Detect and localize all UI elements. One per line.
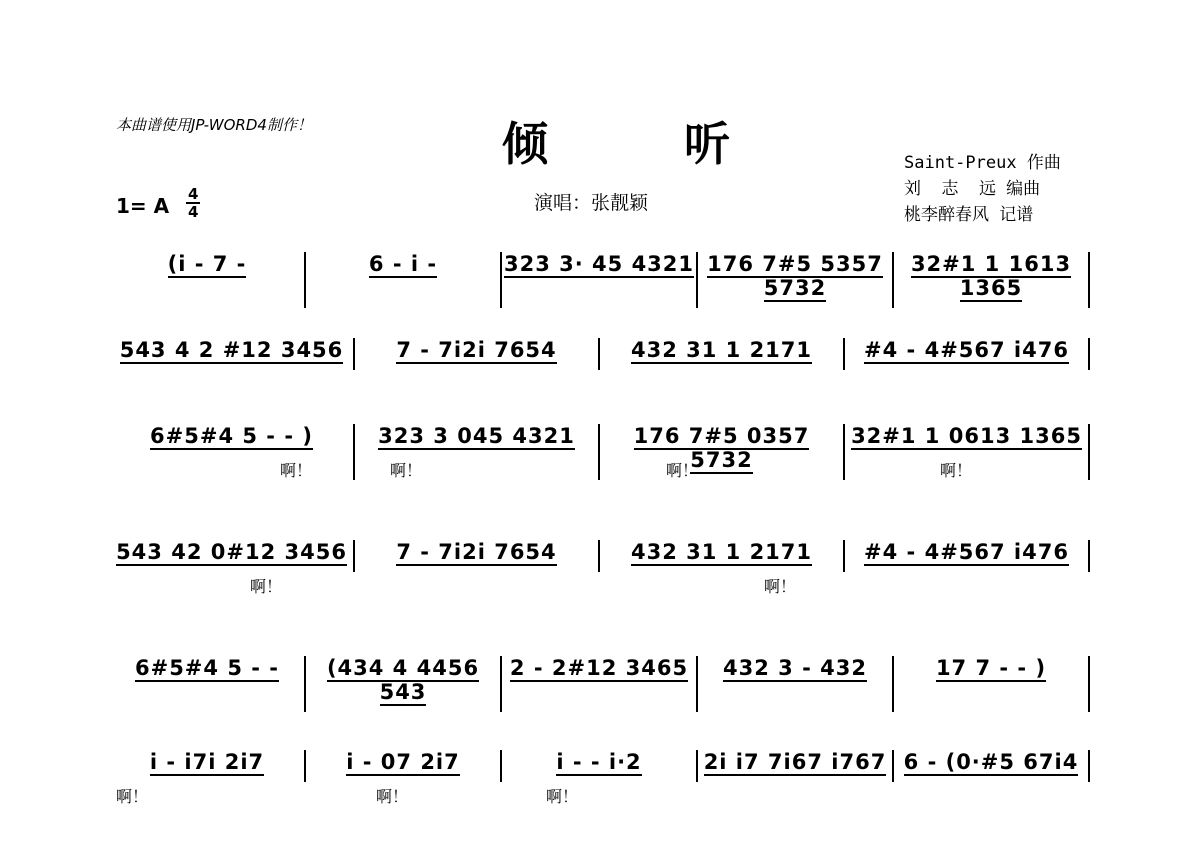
score-row (110, 252, 1090, 332)
lyrics-line (110, 286, 1090, 310)
lyric: 啊！ (390, 461, 423, 480)
lyric: 啊！ (546, 787, 579, 806)
measure-notes: 543 42 0#12 3456 (116, 540, 347, 564)
score-row (110, 540, 1090, 620)
lyric: 啊！ (116, 787, 149, 806)
measure-notes: 543 4 2 #12 3456 (119, 338, 344, 362)
lyric: 啊！ (376, 787, 409, 806)
measure (502, 750, 698, 782)
song-title: 倾 听 (502, 117, 791, 171)
time-signature (186, 186, 200, 220)
measure-notes: 323 3 045 4321 (378, 424, 575, 448)
lyrics-line (110, 574, 1090, 598)
lyric: 啊！ (280, 461, 313, 480)
lyric: 啊！ (250, 577, 283, 596)
transcriber-credit: 桃李醉春风 记谱 (904, 205, 1034, 225)
score-row (110, 750, 1090, 830)
measure-group (110, 750, 1090, 782)
arranger-credit: 刘 志 远 编曲 (904, 179, 1041, 199)
measure-notes: 2i i7 7i67 i767 (703, 750, 887, 774)
measure-group (110, 540, 1090, 572)
key-signature: 1= A (116, 194, 170, 218)
singer-credit: 演唱：张靓颖 (534, 192, 649, 214)
time-denominator: 4 (188, 203, 199, 221)
lyric: 啊！ (940, 461, 973, 480)
credits-block (904, 150, 1061, 228)
measure (355, 540, 600, 572)
measure-notes: 432 3 - 432 (723, 656, 867, 680)
measure-notes: #4 - 4#567 i476 (864, 338, 1069, 362)
measure-notes: #4 - 4#567 i476 (864, 540, 1069, 564)
credit-note: 本曲谱使用JP-WORD4制作！ (116, 116, 312, 134)
measure (894, 750, 1090, 782)
measure-notes: 7 - 7i2i 7654 (396, 540, 557, 564)
measure-notes: 32#1 1 0613 1365 (851, 424, 1082, 448)
measure-notes: 17 7 - - ) (935, 656, 1047, 680)
measure (110, 750, 306, 782)
measure-notes: 323 3· 45 4321 (503, 252, 695, 276)
measure-notes: 432 31 1 2171 (630, 338, 813, 362)
measure-notes: (i - 7 - (167, 252, 247, 276)
measure-notes: 2 - 2#12 3465 (509, 656, 689, 680)
measure-notes: 32#1 1 1613 1365 (910, 252, 1072, 300)
measure-notes: i - 07 2i7 (346, 750, 460, 774)
measure (110, 540, 355, 572)
lyrics-line (110, 458, 1090, 482)
measure-notes: 6#5#4 5 - - (134, 656, 279, 680)
measure-notes: i - i7i 2i7 (149, 750, 265, 774)
measure-notes: (434 4 4456 543 (326, 656, 480, 704)
measure (600, 540, 845, 572)
measure (845, 338, 1090, 370)
time-numerator: 4 (188, 185, 199, 203)
measure (845, 540, 1090, 572)
score-row (110, 338, 1090, 418)
measure (698, 750, 894, 782)
measure (355, 338, 600, 370)
measure-notes: 176 7#5 5357 5732 (707, 252, 883, 300)
measure (110, 338, 355, 370)
lyrics-line (110, 784, 1090, 808)
lyric: 啊！ (764, 577, 797, 596)
measure-notes: 7 - 7i2i 7654 (396, 338, 557, 362)
measure (306, 750, 502, 782)
score-row (110, 656, 1090, 736)
measure-notes: 6#5#4 5 - - ) (150, 424, 313, 448)
lyrics-line (110, 372, 1090, 396)
measure-notes: i - - i·2 (556, 750, 642, 774)
measure-notes: 432 31 1 2171 (630, 540, 813, 564)
composer-credit: Saint-Preux 作曲 (904, 153, 1061, 173)
measure (600, 338, 845, 370)
score-row (110, 424, 1090, 504)
measure-notes: 6 - (0·#5 67i4 (903, 750, 1079, 774)
measure-notes: 6 - i - (368, 252, 438, 276)
lyric: 啊！ (666, 461, 699, 480)
measure-group (110, 338, 1090, 370)
lyrics-line (110, 690, 1090, 714)
measure-notes: 176 7#5 0357 5732 (633, 424, 810, 472)
